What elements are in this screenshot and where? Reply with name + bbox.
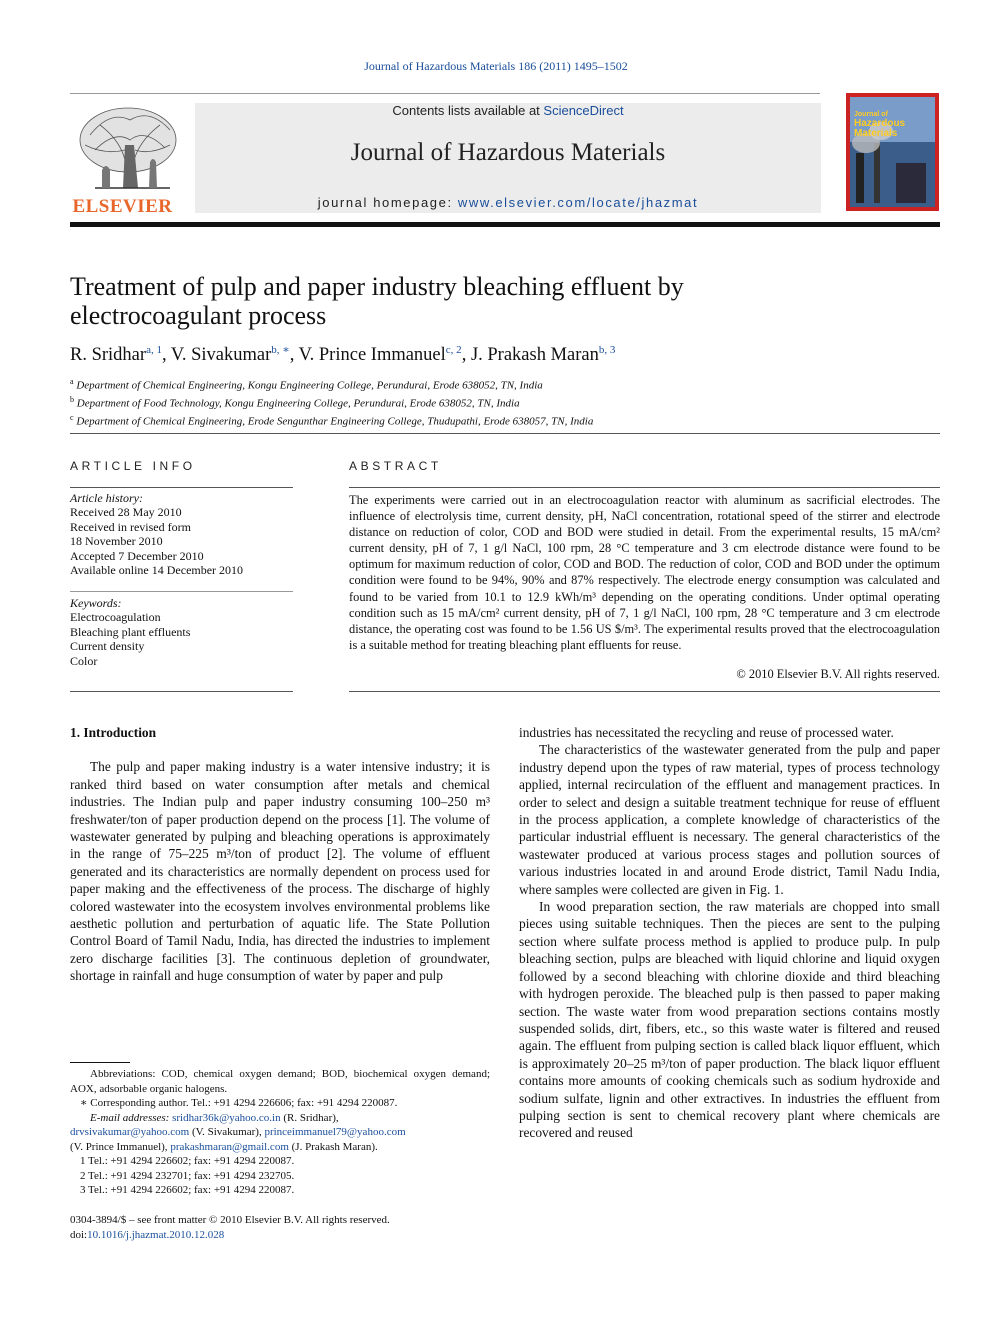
author-name: J. Prakash Maran (470, 345, 599, 366)
affiliations (70, 375, 940, 429)
doi-prefix: doi: (70, 1228, 88, 1241)
doi-link[interactable]: 10.1016/j.jhazmat.2010.12.028 (87, 1228, 225, 1241)
body-left-column (70, 724, 490, 985)
cover-line-3: Materials (854, 128, 898, 139)
author-marker[interactable]: a, 1 (146, 344, 162, 356)
author-name: R. Sridhar (70, 345, 147, 366)
history-label: Article history: (70, 491, 143, 505)
author-marker[interactable]: b, ∗ (271, 344, 290, 356)
article-info-label: ARTICLE INFO (70, 459, 196, 473)
journal-citation[interactable]: Journal of Hazardous Materials 186 (2011) 1495–1502 (364, 59, 628, 73)
affiliation-text: Department of Chemical Engineering, Erode Sengunthar Engineering College, Thudupathi, Erode 638057, TN, India (76, 415, 594, 428)
journal-cover-image (846, 93, 939, 211)
journal-homepage (195, 195, 821, 210)
keywords (70, 596, 293, 668)
keyword: Current density (70, 639, 145, 654)
abstract-bottom-rule (349, 691, 940, 692)
email-owner: (V. Prince Immanuel), (70, 1140, 171, 1153)
affiliation-text: Department of Food Technology, Kongu Engineering College, Perundurai, Erode 638052, TN, India (76, 397, 520, 410)
contents-line (195, 103, 821, 118)
footnotes (70, 1067, 490, 1198)
footnote-tel: 1 Tel.: +91 4294 226602; fax: +91 4294 220087. (80, 1155, 295, 1167)
article-title: Treatment of pulp and paper industry bleaching effluent by electrocoagulant process (70, 272, 684, 330)
footnote-rule (70, 1062, 130, 1063)
article-history (70, 491, 293, 577)
history-item: Accepted 7 December 2010 (70, 548, 204, 563)
author-2 (171, 345, 299, 365)
cover-line-1: Journal of (854, 111, 888, 118)
email-link[interactable]: sridhar36k@yahoo.co.in (172, 1111, 281, 1124)
homepage-prefix: journal homepage: (317, 195, 458, 210)
abstract-label: ABSTRACT (349, 459, 442, 473)
author-sep: , (289, 345, 299, 366)
history-item: Available online 14 December 2010 (70, 563, 244, 578)
footnote-tel: 2 Tel.: +91 4294 232701; fax: +91 4294 232705. (80, 1169, 295, 1182)
journal-name: Journal of Hazardous Materials (350, 139, 666, 166)
email-owner: (V. Sivakumar), (189, 1126, 265, 1138)
affiliation (70, 411, 940, 429)
abstract-text: The experiments were carried out in an electrocoagulation reactor with aluminum as sacrificial electrodes. The influence of electrolysis time, current density, pH, NaCl concentration, rotational speed of the stirrer and electrode distance on reduction of color, COD and BOD were studied in detail. From the experimental results, 15 mA/cm² current density, pH of 7, 1 g/l NaCl, 100 rpm, 28 °C temperature and 3 cm electrode distance were found to be optimum for maximum reduction of color, COD and BOD. The reduction of color, COD and BOD under the optimum condition were found to be 94%, 90% and 87% respectively. The electrode energy consumption was calculated and found to be varied from 10.1 to 12.9 kWh/m³ depending on the operating conditions. Under optimal operating condition such as 15 mA/cm² current density, pH of 7, 1 g/l NaCl, 100 rpm, 28 °C temperature and 3 cm electrode distance, the operating cost was found to be 1.56 US $/m³. The experimental results proved that the electrocoagulation is a suitable method for treating bleaching plant effluents for reuse. (349, 493, 940, 652)
body-paragraph: In wood preparation section, the raw materials are chopped into small pieces using suitable techniques. Then the pieces are sent to the pulping section where sulfate process method is applied to produce pulp. In pulp bleaching section, pulps are bleached with liquid chlorine and liquid oxygen followed by a second bleaching with chlorine dioxide and third bleaching with hydrogen peroxide. The bleached pulp is then passed to paper making section. The waste water from wood preparation sections contains mostly suspended solids, dirt, fibers, etc., so this waste water is filtered and reused again. The effluent from pulping section is called black liquor effluent, which is approximately 20–25 m³/ton of paper production. The black liquor effluent contains more amounts of cooking chemicals such as sodium hydroxide and sodium sulfate, lignin and other extractives. In industries the effluent from pulping section is sent to chemical recovery plant where chemicals are recovered and reused (519, 899, 940, 1141)
author-sep: , (461, 345, 471, 366)
section-heading: 1. Introduction (70, 725, 157, 740)
cover-line-2: Hazardous (854, 118, 906, 129)
masthead-top-rule (70, 93, 820, 94)
abstract-rule (349, 487, 940, 488)
article-info-rule (70, 487, 293, 488)
abbreviations: Abbreviations: COD, chemical oxygen demand; BOD, biochemical oxygen demand; AOX, adsorbable organic halogens. (70, 1068, 490, 1095)
author-name: V. Prince Immanuel (298, 345, 446, 366)
email-line-3 (70, 1140, 490, 1155)
affiliation (70, 375, 940, 393)
keywords-rule (70, 591, 293, 592)
history-item: Received in revised form (70, 519, 191, 534)
history-item: 18 November 2010 (70, 534, 163, 549)
body-right-column (519, 724, 940, 1142)
keyword: Bleaching plant effluents (70, 624, 191, 639)
email-link[interactable]: drvsivakumar@yahoo.com (70, 1126, 190, 1138)
body-paragraph: industries has necessitated the recycling and reuse of processed water. (519, 725, 894, 740)
affiliation-text: Department of Chemical Engineering, Kongu Engineering College, Perundurai, Erode 638052, TN, India (76, 379, 543, 392)
email-link[interactable]: princeimmanuel79@yahoo.com (264, 1126, 406, 1138)
affiliation-mark: c (70, 412, 74, 422)
affiliation (70, 393, 940, 411)
sciencedirect-link[interactable]: ScienceDirect (543, 103, 624, 118)
author-sep: , (161, 345, 171, 366)
keyword: Electrocoagulation (70, 610, 161, 625)
article-info-bottom-rule (70, 691, 293, 692)
email-line-2 (70, 1125, 490, 1140)
author-3 (299, 345, 471, 365)
issn-line: 0304-3894/$ – see front matter © 2010 Elsevier B.V. All rights reserved. (70, 1214, 390, 1226)
affiliation-mark: b (70, 394, 74, 404)
doi-line (70, 1228, 490, 1243)
author-4 (471, 345, 615, 365)
email-owner: (R. Sridhar), (280, 1111, 339, 1124)
history-item: Received 28 May 2010 (70, 505, 182, 520)
homepage-link[interactable]: www.elsevier.com/locate/jhazmat (457, 195, 699, 210)
body-paragraph: The pulp and paper making industry is a water intensive industry; it is ranked third based on water consumption after metals and chemical industries. The Indian pulp and paper industry consuming 100–250 m³ freshwater/ton of paper production depend on the process [1]. The volume of wastewater generated by pulping and bleaching operations is approximately in the range of 75–225 m³/ton of product [2]. The volume of effluent generated and its characteristics are normally dependent on process used for paper making and the effectiveness of the process. The discharge of highly colored wastewater into the ecosystem involves environmental problems like aesthetic pollution and perturbation of aquatic life. The State Pollution Control Board of Tamil Nadu, India, has directed the industries to implement zero discharge facilities [3]. The continuous depletion of groundwater, shortage in rainfall and huge consumption of water by paper and pulp (70, 759, 490, 984)
author-marker[interactable]: c, 2 (445, 344, 462, 356)
keyword: Color (70, 653, 98, 668)
email-owner: (J. Prakash Maran). (288, 1140, 378, 1153)
affiliation-mark: a (70, 377, 74, 386)
front-matter (70, 1213, 490, 1242)
header-divider (70, 433, 940, 434)
keywords-label: Keywords: (70, 596, 122, 610)
email-link[interactable]: prakashmaran@gmail.com (170, 1140, 289, 1153)
body-paragraph: The characteristics of the wastewater generated from the pulp and paper industry depend upon the types of raw material, types of process technology applied, internal recirculation of the effluent and management practices. In order to select and design a suitable treatment technique for reuse of effluent in the process application, a complete knowledge of characteristics of the particular industrial effluent is necessary. The general characteristics of the wastewater produced at various process stages and pollution sources of various industries located in and around Erode district, Tamil Nadu India, where samples were collected are given in Fig. 1. (519, 742, 940, 897)
elsevier-wordmark: ELSEVIER (72, 196, 173, 217)
author-name: V. Sivakumar (170, 345, 272, 366)
author-marker[interactable]: b, 3 (598, 344, 616, 356)
footnote-tel: 3 Tel.: +91 4294 226602; fax: +91 4294 220087. (80, 1184, 295, 1196)
email-line-1 (70, 1111, 490, 1126)
author-1 (70, 345, 171, 365)
contents-prefix: Contents lists available at (392, 103, 544, 118)
masthead-bottom-rule (70, 222, 940, 227)
corresponding-author: ∗ Corresponding author. Tel.: +91 4294 226606; fax: +91 4294 220087. (80, 1097, 398, 1109)
email-label: E-mail addresses: (90, 1111, 170, 1124)
abstract-copyright: © 2010 Elsevier B.V. All rights reserved. (736, 667, 940, 681)
author-list (70, 343, 940, 366)
